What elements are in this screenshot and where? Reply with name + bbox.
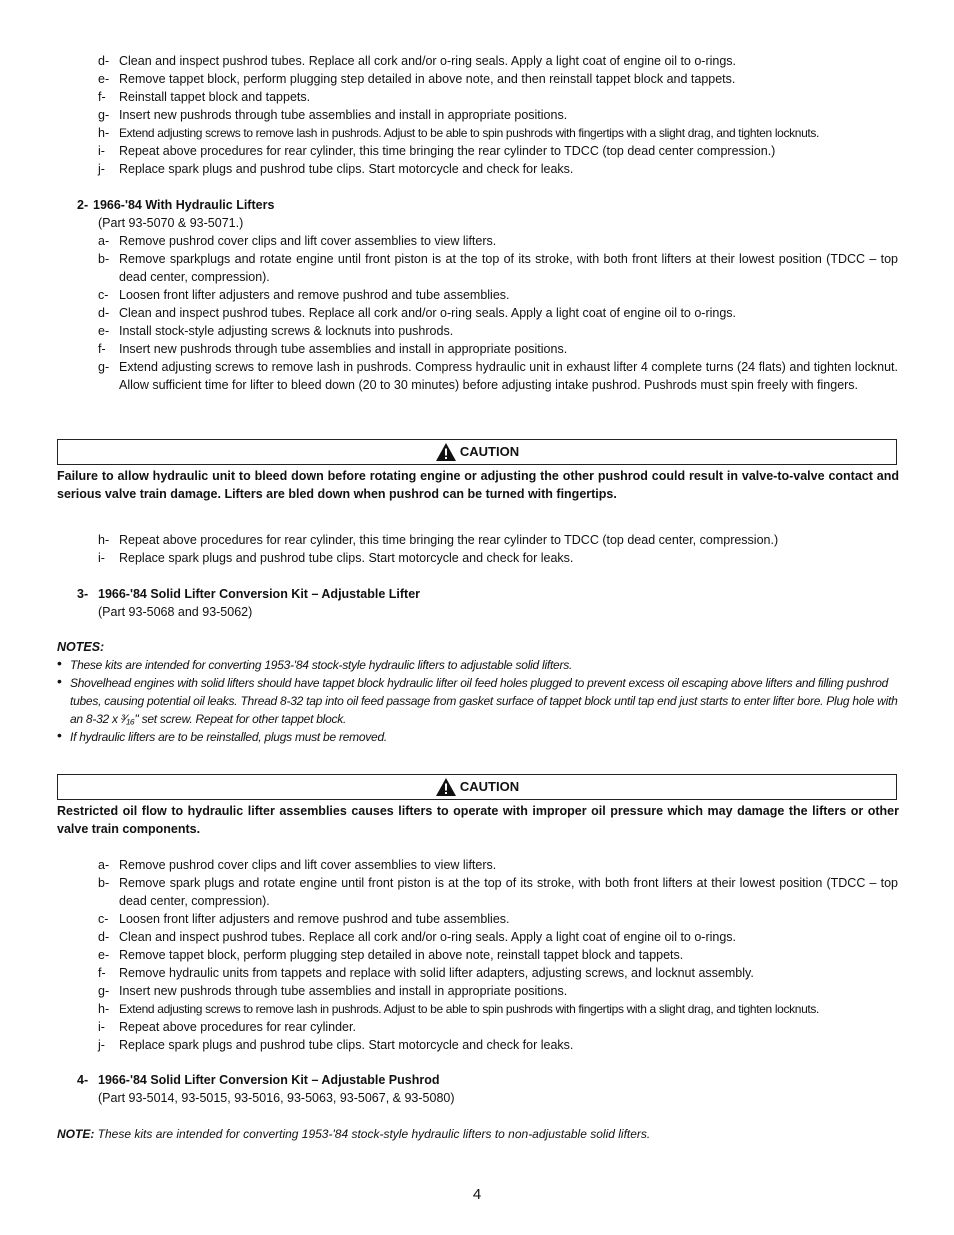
warning-triangle-icon: [435, 442, 457, 462]
list-item: d- Clean and inspect pushrod tubes. Replace all cork and/or o-ring seals. Apply a light coat of engine oil to o-rings.: [98, 306, 737, 320]
bullet-dot: •: [57, 673, 62, 689]
section-heading: 4- 1966-'84 Solid Lifter Conversion Kit – Adjustable Pushrod: [77, 1073, 440, 1087]
section-4: [0, 1071, 954, 1107]
section-3: [0, 585, 954, 621]
list-item: f- Reinstall tappet block and tappets.: [98, 90, 311, 104]
step-list-2: [0, 531, 954, 567]
list-item: c- Loosen front lifter adjusters and remove pushrod and tube assemblies.: [98, 288, 510, 302]
step-list-3: [0, 856, 954, 1054]
list-item: g- Insert new pushrods through tube assemblies and install in appropriate positions.: [98, 984, 568, 998]
caution-message: Failure to allow hydraulic unit to bleed down before rotating engine or adjusting the other pushrod could result in valve-to-valve contact and serious valve train damage. Lifters are bled down when pushrod can be turned with fingertips.: [57, 469, 899, 501]
notes-heading: NOTES:: [57, 640, 105, 654]
caution-banner: CAUTION: [57, 439, 897, 465]
page-number: 4: [472, 1186, 482, 1203]
part-numbers: (Part 93-5014, 93-5015, 93-5016, 93-5063, 93-5067, & 93-5080): [98, 1091, 455, 1105]
bullet-dot: •: [57, 727, 62, 743]
list-item: g- Extend adjusting screws to remove lash in pushrods. Compress hydraulic unit in exhaust lifter 4 complete turns (24 flats) and tighten locknut. Allow sufficient time for lifter to bleed down (20 to 30 minutes) before adjusting intake pushrod. Pushrods must spin freely with fingers.: [98, 360, 898, 392]
list-item: e- Install stock-style adjusting screws & locknuts into pushrods.: [98, 324, 454, 338]
list-item: i- Repeat above procedures for rear cylinder.: [98, 1020, 356, 1034]
section-heading: 2- 1966-'84 With Hydraulic Lifters: [77, 198, 275, 212]
list-item: f- Insert new pushrods through tube assemblies and install in appropriate positions.: [98, 342, 568, 356]
bullet-dot: •: [57, 655, 62, 671]
list-item: h- Extend adjusting screws to remove lash in pushrods. Adjust to be able to spin pushrods with fingertips with a slight drag, and tighten locknuts.: [98, 126, 820, 140]
list-item: d- Clean and inspect pushrod tubes. Replace all cork and/or o-ring seals. Apply a light coat of engine oil to o-rings.: [98, 54, 737, 68]
final-note: [57, 1125, 899, 1143]
note-text: These kits are intended for converting 1953-'84 stock-style hydraulic lifters to non-adjustable solid lifters.: [94, 1127, 651, 1141]
list-item: b- Remove sparkplugs and rotate engine until front piston is at the top of its stroke, with both front lifters at their lowest position (TDCC – top dead center, compression).: [98, 252, 898, 284]
list-item: i- Replace spark plugs and pushrod tube clips. Start motorcycle and check for leaks.: [98, 551, 574, 565]
list-item: a- Remove pushrod cover clips and lift cover assemblies to view lifters.: [98, 234, 497, 248]
list-item: j- Replace spark plugs and pushrod tube clips. Start motorcycle and check for leaks.: [98, 1038, 574, 1052]
list-item: • Shovelhead engines with solid lifters should have tappet block hydraulic lifter oil feed holes plugged to prevent excess oil escaping above lifters and filling pushrod tubes, causing potential oil leaks. Thread 8-32 tap into oil feed passage from gasket surface of tappet block until tap end just starts to enter lifter bore. Plug hole with an 8-32 x ³⁄₁₆" set screw. Repeat for other tappet block.: [57, 673, 898, 726]
section-heading: 3- 1966-'84 Solid Lifter Conversion Kit – Adjustable Lifter: [77, 587, 421, 601]
list-item: b- Remove spark plugs and rotate engine until front piston is at the top of its stroke, with both front lifters at their lowest position (TDCC – top dead center, compression).: [98, 876, 898, 908]
step-list-1: [0, 52, 954, 178]
notes-list: [57, 656, 899, 746]
list-item: h- Repeat above procedures for rear cylinder, this time bringing the rear cylinder to TDCC (top dead center, compression.): [98, 533, 779, 547]
list-item: j- Replace spark plugs and pushrod tube clips. Start motorcycle and check for leaks.: [98, 162, 574, 176]
caution-message: Restricted oil flow to hydraulic lifter assemblies causes lifters to operate with improper oil pressure which may damage the lifters or other valve train components.: [57, 804, 899, 836]
list-item: g- Insert new pushrods through tube assemblies and install in appropriate positions.: [98, 108, 568, 122]
part-numbers: (Part 93-5070 & 93-5071.): [98, 216, 244, 230]
list-item: • These kits are intended for converting 1953-'84 stock-style hydraulic lifters to adjustable solid lifters.: [57, 655, 573, 672]
list-item: e- Remove tappet block, perform plugging step detailed in above note, and then reinstall tappet block and tappets.: [98, 72, 736, 86]
note-label: NOTE:: [57, 1127, 95, 1141]
list-item: d- Clean and inspect pushrod tubes. Replace all cork and/or o-ring seals. Apply a light coat of engine oil to o-rings.: [98, 930, 737, 944]
list-item: a- Remove pushrod cover clips and lift cover assemblies to view lifters.: [98, 858, 497, 872]
list-item: • If hydraulic lifters are to be reinstalled, plugs must be removed.: [57, 727, 387, 744]
list-item: c- Loosen front lifter adjusters and remove pushrod and tube assemblies.: [98, 912, 510, 926]
list-item: h- Extend adjusting screws to remove lash in pushrods. Adjust to be able to spin pushrods with fingertips with a slight drag, and tighten locknuts.: [98, 1002, 820, 1016]
warning-triangle-icon: [435, 777, 457, 797]
part-numbers: (Part 93-5068 and 93-5062): [98, 605, 253, 619]
list-item: e- Remove tappet block, perform plugging step detailed in above note, reinstall tappet block and tappets.: [98, 948, 684, 962]
caution-banner: CAUTION: [57, 774, 897, 800]
section-2: [0, 196, 954, 394]
list-item: i- Repeat above procedures for rear cylinder, this time bringing the rear cylinder to TDCC (top dead center compression.): [98, 144, 776, 158]
list-item: f- Remove hydraulic units from tappets and replace with solid lifter adapters, adjusting screws, and locknut assembly.: [98, 966, 754, 980]
